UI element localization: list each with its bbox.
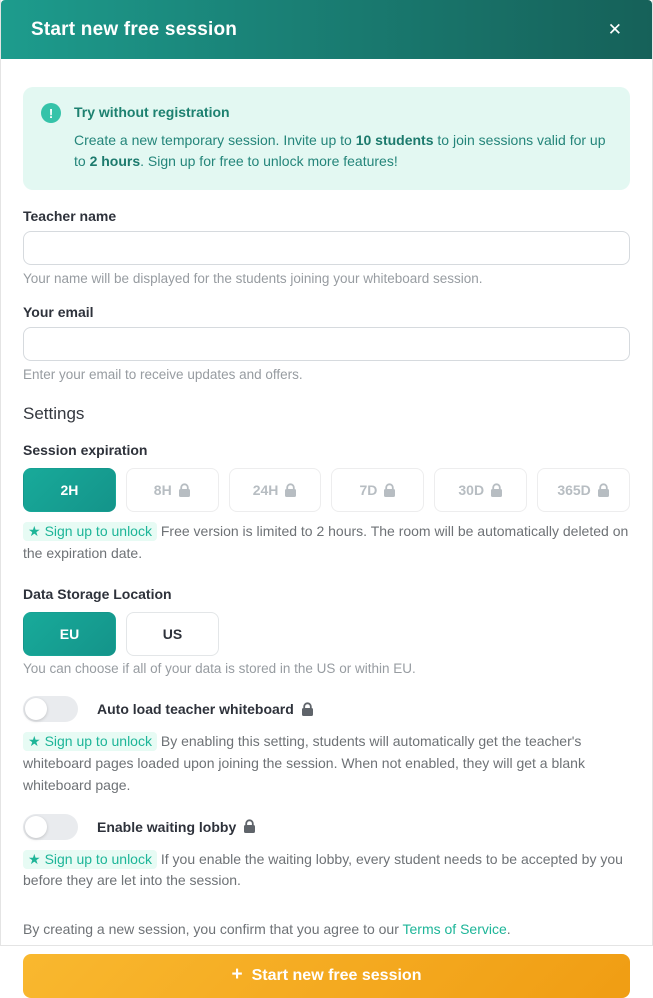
star-icon: ★ [28,523,41,540]
lock-icon [383,483,396,498]
settings-heading: Settings [23,404,85,424]
auto-load-toggle[interactable] [23,696,78,722]
expiration-option-2h[interactable] [23,468,116,512]
star-icon: ★ [28,850,41,867]
teacher-name-label: Teacher name [23,208,117,225]
lock-icon [178,483,191,498]
session-expiration-options [23,468,630,512]
expiration-option-label: 24H [252,482,279,499]
auto-load-unlock-note [23,731,630,796]
info-body-text: . Sign up for free to unlock more features! [140,153,398,170]
info-icon: ! [41,103,61,123]
auto-load-row [23,696,630,722]
lock-icon [490,483,503,498]
expiration-option-7d[interactable] [331,468,424,512]
info-body [74,130,612,173]
close-icon[interactable]: ✕ [607,20,622,39]
sign-up-chip-label: Sign up to unlock [44,523,152,540]
expiration-unlock-note [23,521,630,564]
auto-load-label-text: Auto load teacher whiteboard [97,701,294,718]
info-body-bold-students: 10 students [355,131,434,148]
terms-text: By creating a new session, you confirm that you agree to our [23,920,403,937]
expiration-option-label: 2H [60,482,79,499]
expiration-option-8h[interactable] [126,468,219,512]
waiting-lobby-note-text: If you enable the waiting lobby, every student needs to be accepted by you before they are let into the session. [23,850,623,889]
info-title: Try without registration [74,104,230,120]
auto-load-note-text: By enabling this setting, students will automatically get the teacher's whiteboard pages loaded upon joining the session. When not enabled, they will get a blank whiteboard page. [23,733,585,793]
auto-load-label [97,701,314,717]
info-body-bold-hours: 2 hours [89,153,141,170]
email-helper: Enter your email to receive updates and offers. [23,367,303,383]
email-input[interactable] [23,327,630,361]
modal-header [1,0,652,59]
storage-option-label: EU [59,626,80,643]
data-storage-label: Data Storage Location [23,586,172,603]
sign-up-chip[interactable] [23,522,157,541]
lock-icon [284,483,297,498]
session-expiration-label: Session expiration [23,442,148,459]
lock-icon [243,819,256,834]
info-banner [23,87,630,190]
storage-option-eu[interactable] [23,612,116,656]
expiration-option-30d[interactable] [434,468,527,512]
info-content [74,102,612,173]
lock-icon [597,483,610,498]
storage-option-us[interactable] [126,612,219,656]
star-icon: ★ [28,733,41,750]
modal-body [1,87,652,998]
data-storage-helper: You can choose if all of your data is stored in the US or within EU. [23,661,416,677]
terms-text: . [506,920,511,937]
sign-up-chip[interactable] [23,850,157,869]
info-body-text: to join sessions valid for up to [74,131,606,170]
storage-option-label: US [162,626,183,643]
start-session-button[interactable] [23,954,630,998]
terms-paragraph [23,921,630,937]
sign-up-chip[interactable] [23,732,157,751]
start-session-button-label: Start new free session [251,966,422,984]
email-label: Your email [23,304,94,321]
info-body-text: Create a new temporary session. Invite up to [74,131,356,148]
expiration-option-label: 365D [557,482,591,499]
toggle-knob [25,698,47,720]
waiting-lobby-label [97,819,256,835]
modal-title: Start new free session [31,18,238,40]
waiting-lobby-toggle[interactable] [23,814,78,840]
lock-icon [301,702,314,717]
data-storage-options [23,612,630,656]
sign-up-chip-label: Sign up to unlock [44,733,152,750]
expiration-note-text: Free version is limited to 2 hours. The room will be automatically deleted on the expiration date. [23,523,629,561]
toggle-knob [25,816,47,838]
expiration-option-label: 8H [153,482,172,499]
expiration-option-label: 30D [458,482,485,499]
terms-of-service-link[interactable]: Terms of Service [402,920,507,937]
sign-up-chip-label: Sign up to unlock [44,850,152,867]
waiting-lobby-unlock-note [23,849,630,892]
teacher-name-input[interactable] [23,231,630,265]
waiting-lobby-label-text: Enable waiting lobby [97,818,237,835]
teacher-name-helper: Your name will be displayed for the students joining your whiteboard session. [23,271,483,287]
plus-icon: + [231,964,243,986]
expiration-option-label: 7D [359,482,378,499]
expiration-option-365d[interactable] [537,468,630,512]
expiration-option-24h[interactable] [229,468,322,512]
waiting-lobby-row [23,814,630,840]
